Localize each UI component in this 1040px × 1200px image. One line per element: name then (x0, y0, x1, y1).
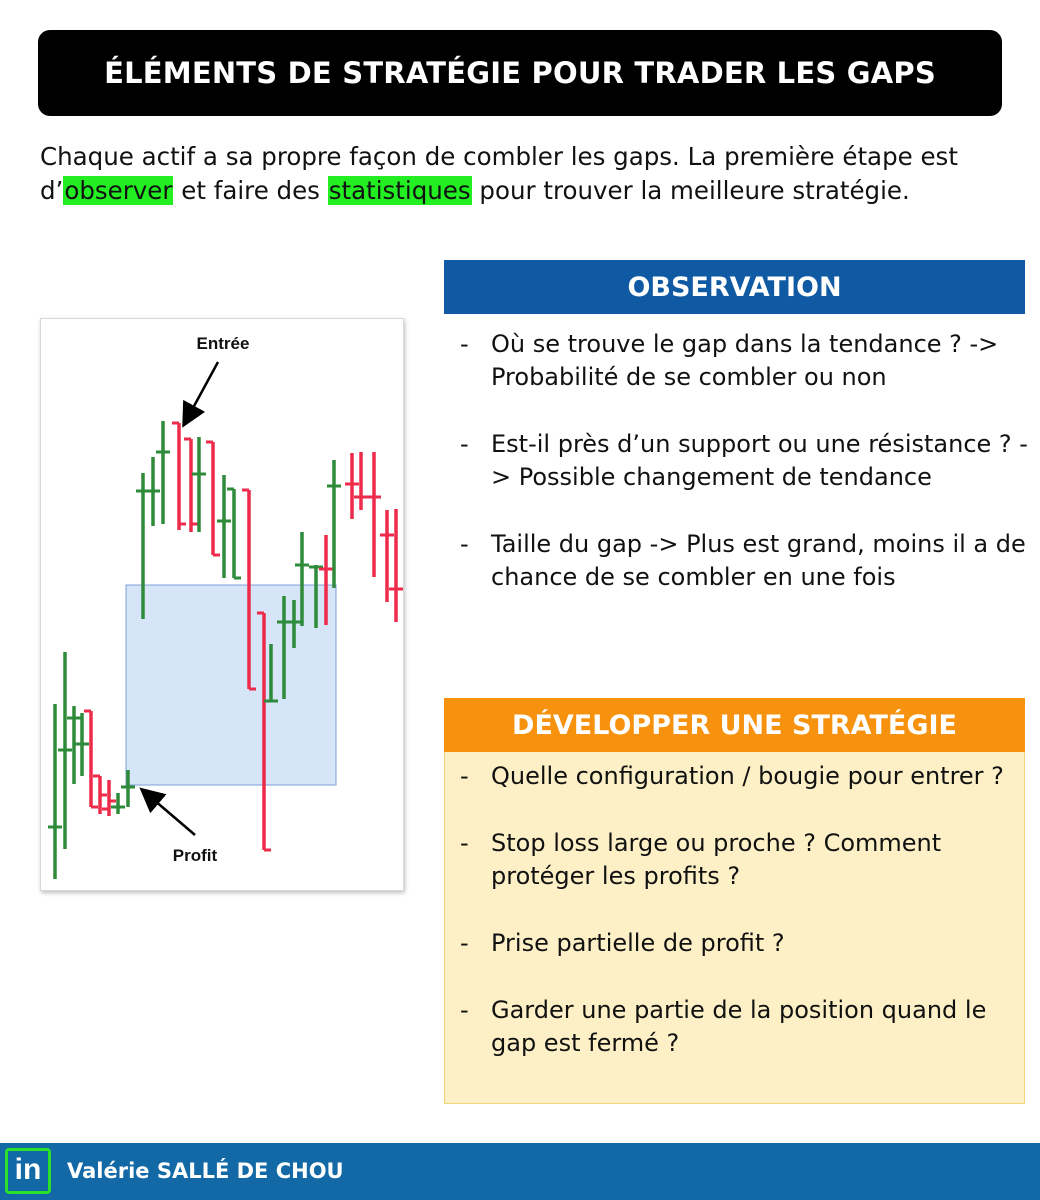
price-bar (48, 704, 62, 879)
price-bar (192, 437, 206, 532)
entry-label: Entrée (196, 334, 250, 353)
observation-item-1: Où se trouve le gap dans la tendance ? -> Probabilité de se combler ou non (491, 330, 999, 391)
entry-arrow (187, 362, 218, 419)
highlight-statistiques: statistiques (328, 176, 471, 205)
list-item: - Taille du gap -> Plus est grand, moins il a de chance de se combler en une fois (460, 530, 1026, 591)
price-bar (184, 439, 198, 532)
gap-bar-chart (41, 319, 405, 892)
list-item: - Prise partielle de profit ? (460, 929, 785, 957)
gap-zone (126, 585, 336, 785)
linkedin-icon[interactable]: in (5, 1148, 51, 1194)
price-bar (367, 452, 381, 577)
price-bar (84, 711, 98, 807)
observation-title: OBSERVATION (627, 271, 842, 303)
price-bar (102, 780, 116, 816)
author-name: Valérie SALLÉ DE CHOU (67, 1159, 344, 1183)
gap-chart-card (40, 318, 404, 891)
profit-label: Profit (172, 846, 218, 865)
intro-text (40, 140, 1010, 208)
list-item: - Où se trouve le gap dans la tendance ? -> Probabilité de se combler ou non (460, 330, 999, 391)
list-item: - Stop loss large ou proche ? Comment protéger les profits ? (460, 829, 942, 890)
observation-item-3: Taille du gap -> Plus est grand, moins il a de chance de se combler en une fois (491, 530, 1026, 591)
price-bar (354, 452, 368, 510)
price-bar (172, 423, 186, 530)
price-bar (345, 453, 359, 519)
list-item: - Garder une partie de la position quand le gap est fermé ? (460, 996, 987, 1057)
profit-arrow (147, 794, 195, 835)
price-bar (206, 442, 220, 555)
footer (0, 1143, 1040, 1200)
price-bar (146, 457, 160, 526)
list-item: - Quelle configuration / bougie pour entrer ? (460, 762, 1004, 790)
intro-part-2: et faire des (173, 176, 328, 205)
strategy-title: DÉVELOPPER UNE STRATÉGIE (512, 709, 957, 741)
observation-item-2: Est-il près d’un support ou une résistance ? -> Possible changement de tendance (491, 430, 1028, 491)
strategy-header (444, 698, 1025, 752)
observation-header (444, 260, 1025, 314)
list-item: - Est-il près d’un support ou une résistance ? -> Possible changement de tendance (460, 430, 1028, 491)
strategy-item-3: Prise partielle de profit ? (491, 929, 785, 957)
highlight-observer: observer (64, 176, 173, 205)
page-title: ÉLÉMENTS DE STRATÉGIE POUR TRADER LES GAPS (104, 56, 936, 90)
price-bar (156, 421, 170, 524)
observation-list (444, 328, 1034, 628)
price-bar (75, 713, 89, 776)
price-bar (58, 652, 72, 849)
strategy-item-1: Quelle configuration / bougie pour entrer ? (491, 762, 1004, 790)
price-bar (111, 793, 125, 814)
intro-part-3: pour trouver la meilleure stratégie. (471, 176, 910, 205)
strategy-list (444, 760, 1034, 1094)
strategy-item-4: Garder une partie de la position quand le gap est fermé ? (491, 996, 987, 1057)
price-bar (389, 509, 403, 622)
price-bar (227, 489, 241, 578)
strategy-item-2: Stop loss large ou proche ? Comment protéger les profits ? (491, 829, 942, 890)
title-banner (38, 30, 1002, 116)
intro-part-1: Chaque actif a sa propre façon de combler les gaps. La première étape est d’ (40, 142, 958, 205)
